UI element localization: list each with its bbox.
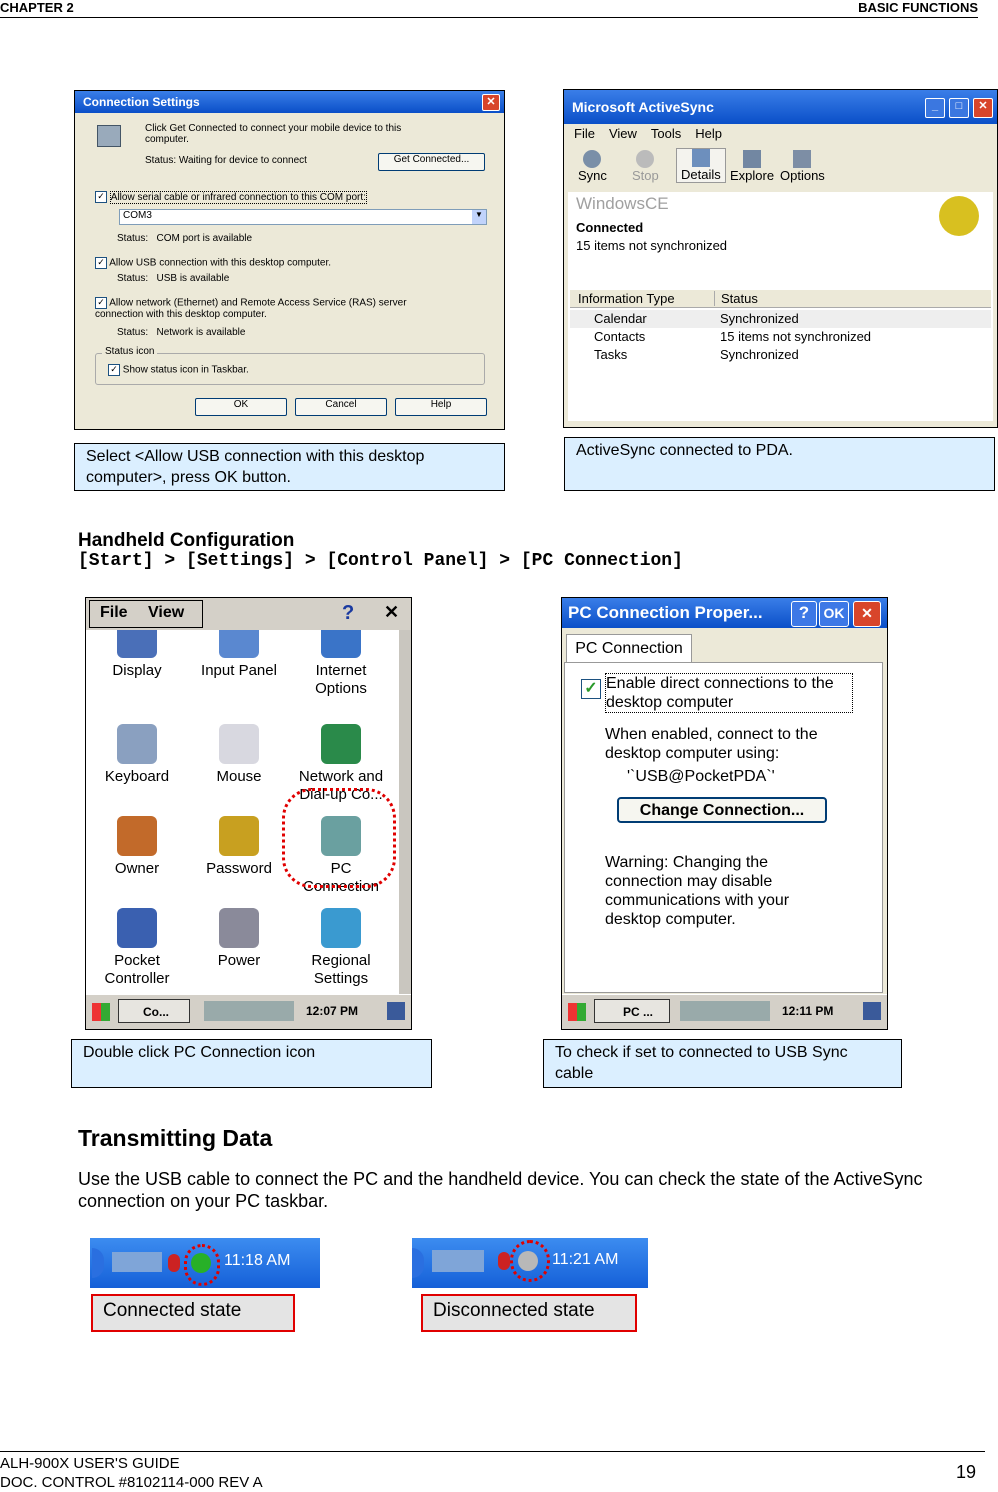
menu-file[interactable]: File	[100, 604, 128, 621]
control-panel-icon[interactable]	[296, 630, 386, 698]
table-row[interactable]: Contacts 15 items not synchronized	[594, 329, 872, 344]
tray-clock: 11:18 AM	[224, 1252, 291, 1269]
section-label: BASIC FUNCTIONS	[858, 0, 978, 15]
items-message: 15 items not synchronized	[576, 238, 728, 253]
table-row[interactable]: Tasks Synchronized	[594, 347, 799, 362]
icon-label: Regional	[311, 952, 371, 969]
control-panel-icon[interactable]	[194, 724, 284, 786]
com-port-select[interactable]	[119, 209, 487, 225]
group-label: Status icon	[102, 346, 157, 357]
transmit-heading: Transmitting Data	[78, 1125, 273, 1151]
menu-bar	[574, 126, 722, 141]
activesync-title: Microsoft ActiveSync	[572, 99, 714, 115]
menu-file[interactable]: File	[574, 126, 595, 141]
tab-pc-connection[interactable]: PC Connection	[566, 634, 692, 663]
network-checkbox[interactable]: ✓	[95, 297, 107, 309]
control-panel-icon[interactable]	[194, 816, 284, 878]
cancel-button[interactable]: Cancel	[295, 398, 387, 416]
applet-icon	[117, 816, 157, 856]
applet-icon	[321, 630, 361, 658]
usb-label: Allow USB connection with this desktop computer.	[109, 257, 332, 269]
icon-label: Keyboard	[104, 768, 170, 785]
caption-double-click: Double click PC Connection icon	[71, 1039, 432, 1088]
applet-icon	[117, 724, 157, 764]
explore-icon	[743, 150, 761, 168]
icon-label: Connection	[303, 878, 379, 895]
connection-state: Connected	[576, 220, 644, 235]
icon-label: Dial-up Co...	[299, 786, 383, 803]
icon-label: Internet	[315, 662, 367, 679]
icon-label: PC	[330, 860, 352, 877]
icon-label: Settings	[313, 970, 369, 987]
col-status[interactable]: Status	[714, 291, 758, 306]
usb-status: Status: USB is available	[117, 273, 230, 284]
status-icon-group	[95, 346, 485, 385]
applet-icon	[117, 630, 157, 658]
device-name: WindowsCE	[576, 194, 669, 213]
menu-bar	[86, 598, 411, 630]
applet-icon	[219, 630, 259, 658]
control-panel-icon[interactable]	[296, 908, 386, 988]
header-rule	[0, 17, 978, 18]
highlight-ring	[282, 788, 396, 888]
icon-label: Input Panel	[201, 662, 277, 679]
device-icon	[97, 125, 121, 147]
caption-allow-usb: Select <Allow USB connection with this desktop computer>, press OK button.	[74, 443, 505, 491]
start-icon[interactable]	[568, 1003, 586, 1021]
applet-icon	[117, 908, 157, 948]
tray-clock: 11:21 AM	[552, 1251, 619, 1268]
applet-icon	[219, 724, 259, 764]
bluetooth-icon	[168, 1254, 180, 1272]
caption-disconnected: Disconnected state	[421, 1294, 637, 1332]
connection-settings-dialog	[74, 90, 505, 430]
control-panel-icon[interactable]	[92, 724, 182, 786]
desktop-icon[interactable]	[863, 1002, 881, 1020]
scrollbar[interactable]	[399, 630, 411, 995]
help-button[interactable]: Help	[395, 398, 487, 416]
start-icon[interactable]	[92, 1003, 110, 1021]
usb-checkbox[interactable]: ✓	[95, 257, 107, 269]
help-button[interactable]: ?	[791, 601, 817, 627]
options-icon	[793, 150, 811, 168]
allow-serial-row[interactable]	[95, 191, 367, 203]
sync-icon	[583, 150, 601, 168]
list-header	[570, 290, 991, 308]
stop-button[interactable]: Stop	[632, 150, 659, 183]
icon-label: Power	[217, 952, 261, 969]
taskbar	[86, 994, 411, 1029]
clock: 12:07 PM	[306, 1004, 359, 1018]
footer-guide: ALH-900X USER'S GUIDE	[0, 1455, 180, 1472]
desktop-icon[interactable]	[387, 1002, 405, 1020]
menu-view[interactable]: View	[148, 604, 185, 621]
task-button[interactable]: PC ...	[594, 999, 670, 1023]
intro-text: Click Get Connected to connect your mobile device to this computer.	[145, 123, 402, 145]
tray-icons	[680, 1001, 770, 1021]
change-connection-button[interactable]: Change Connection...	[617, 797, 827, 823]
minimize-button[interactable]: _	[925, 98, 945, 118]
dialog-title: Connection Settings	[83, 95, 200, 109]
close-icon[interactable]: ✕	[384, 602, 400, 622]
enable-checkbox[interactable]: ✓	[581, 679, 601, 699]
icon-label: Mouse	[216, 768, 262, 785]
details-button[interactable]: Details	[676, 148, 726, 183]
control-panel-icon[interactable]	[92, 816, 182, 878]
applet-icon	[321, 908, 361, 948]
when-text: When enabled, connect to the desktop computer using:	[605, 726, 818, 762]
title-bar	[562, 598, 887, 628]
menu-tools[interactable]: Tools	[650, 126, 682, 141]
ok-button[interactable]: OK	[195, 398, 287, 416]
sync-button[interactable]: Sync	[578, 150, 607, 183]
show-icon-row[interactable]	[108, 364, 249, 376]
task-button[interactable]: Co...	[118, 999, 190, 1023]
warning-text: Warning: Changing the connection may disable communications with your desktop computer.	[605, 854, 790, 928]
pc-connection-screen	[561, 597, 888, 1030]
dialog-title: PC Connection Proper...	[568, 603, 763, 622]
maximize-button[interactable]: □	[949, 98, 969, 118]
tray-arrow	[92, 1248, 104, 1278]
icon-label: Controller	[104, 970, 170, 987]
caption-connected: Connected state	[91, 1294, 295, 1332]
get-connected-button[interactable]: Get Connected...	[378, 153, 485, 171]
applet-icon	[219, 908, 259, 948]
icon-label: Options	[315, 680, 367, 697]
sync-status-icon	[939, 196, 979, 236]
menu-help[interactable]: Help	[695, 126, 723, 141]
tray-icons	[204, 1001, 294, 1021]
close-button[interactable]: ✕	[482, 94, 500, 111]
help-icon[interactable]: ?	[342, 602, 355, 624]
control-panel-icon[interactable]	[194, 630, 284, 680]
highlight-ring	[184, 1244, 220, 1286]
tab-panel	[564, 662, 883, 993]
icon-label: Pocket	[114, 952, 160, 969]
highlight-ring	[510, 1240, 550, 1282]
footer-doc: DOC. CONTROL #8102114-000 REV A	[0, 1474, 263, 1491]
explore-button[interactable]: Explore	[730, 150, 774, 183]
serial-checkbox[interactable]: ✓	[95, 191, 107, 203]
caption-activesync: ActiveSync connected to PDA.	[564, 437, 995, 491]
control-panel-icon[interactable]	[92, 630, 182, 680]
connection-name: '`USB@PocketPDA`'	[627, 768, 775, 785]
tray-icons	[432, 1250, 484, 1272]
com-status: Status: COM port is available	[117, 233, 253, 244]
show-icon-checkbox[interactable]: ✓	[108, 364, 120, 376]
close-button[interactable]: ✕	[853, 601, 881, 627]
icon-label: Password	[206, 860, 272, 877]
bluetooth-icon	[498, 1252, 510, 1270]
ok-button[interactable]: OK	[819, 601, 849, 627]
tray-icons	[112, 1252, 162, 1272]
handheld-heading: Handheld Configuration	[78, 530, 295, 551]
icon-label: Display	[112, 662, 162, 679]
show-icon-label: Show status icon in Taskbar.	[122, 364, 249, 376]
control-panel-icon[interactable]	[194, 908, 284, 970]
icon-label: Owner	[114, 860, 160, 877]
menu-view[interactable]: View	[608, 126, 637, 141]
clock: 12:11 PM	[782, 1004, 834, 1018]
chapter-label: CHAPTER 2	[0, 0, 74, 15]
taskbar	[562, 994, 887, 1029]
col-info[interactable]: Information Type	[578, 291, 675, 306]
com-value: COM3	[123, 210, 152, 221]
allow-network-row[interactable]	[95, 297, 455, 320]
icon-label: Network and	[298, 768, 384, 785]
table-row[interactable]: Calendar Synchronized	[570, 310, 991, 328]
applet-icon	[321, 724, 361, 764]
details-icon	[692, 149, 710, 167]
transmit-body: Use the USB cable to connect the PC and the handheld device. You can check the state of the ActiveSync connection on your PC taskbar.	[78, 1169, 923, 1211]
footer-rule	[0, 1451, 985, 1452]
allow-usb-row[interactable]	[95, 257, 331, 269]
serial-label: Allow serial cable or infrared connection to this COM port:	[110, 191, 366, 203]
options-button[interactable]: Options	[780, 150, 825, 183]
chevron-down-icon: ▼	[472, 210, 486, 224]
enable-label: Enable direct connections to the desktop computer	[605, 673, 853, 713]
applet-icon	[219, 816, 259, 856]
activesync-window	[563, 89, 998, 428]
control-panel-screen	[85, 597, 412, 1030]
caption-check-usb: To check if set to connected to USB Sync cable	[543, 1039, 902, 1088]
network-status: Status: Network is available	[117, 327, 246, 338]
control-panel-icon[interactable]	[92, 908, 182, 988]
tray-arrow	[412, 1248, 424, 1278]
network-label: Allow network (Ethernet) and Remote Access Service (RAS) server connection with this desktop computer.	[95, 297, 407, 320]
handheld-path: [Start] > [Settings] > [Control Panel] > [PC Connection]	[78, 551, 683, 571]
close-button[interactable]: ✕	[973, 98, 993, 118]
waiting-status: Status: Waiting for device to connect	[145, 155, 307, 166]
page-number: 19	[956, 1462, 977, 1482]
stop-icon	[636, 150, 654, 168]
